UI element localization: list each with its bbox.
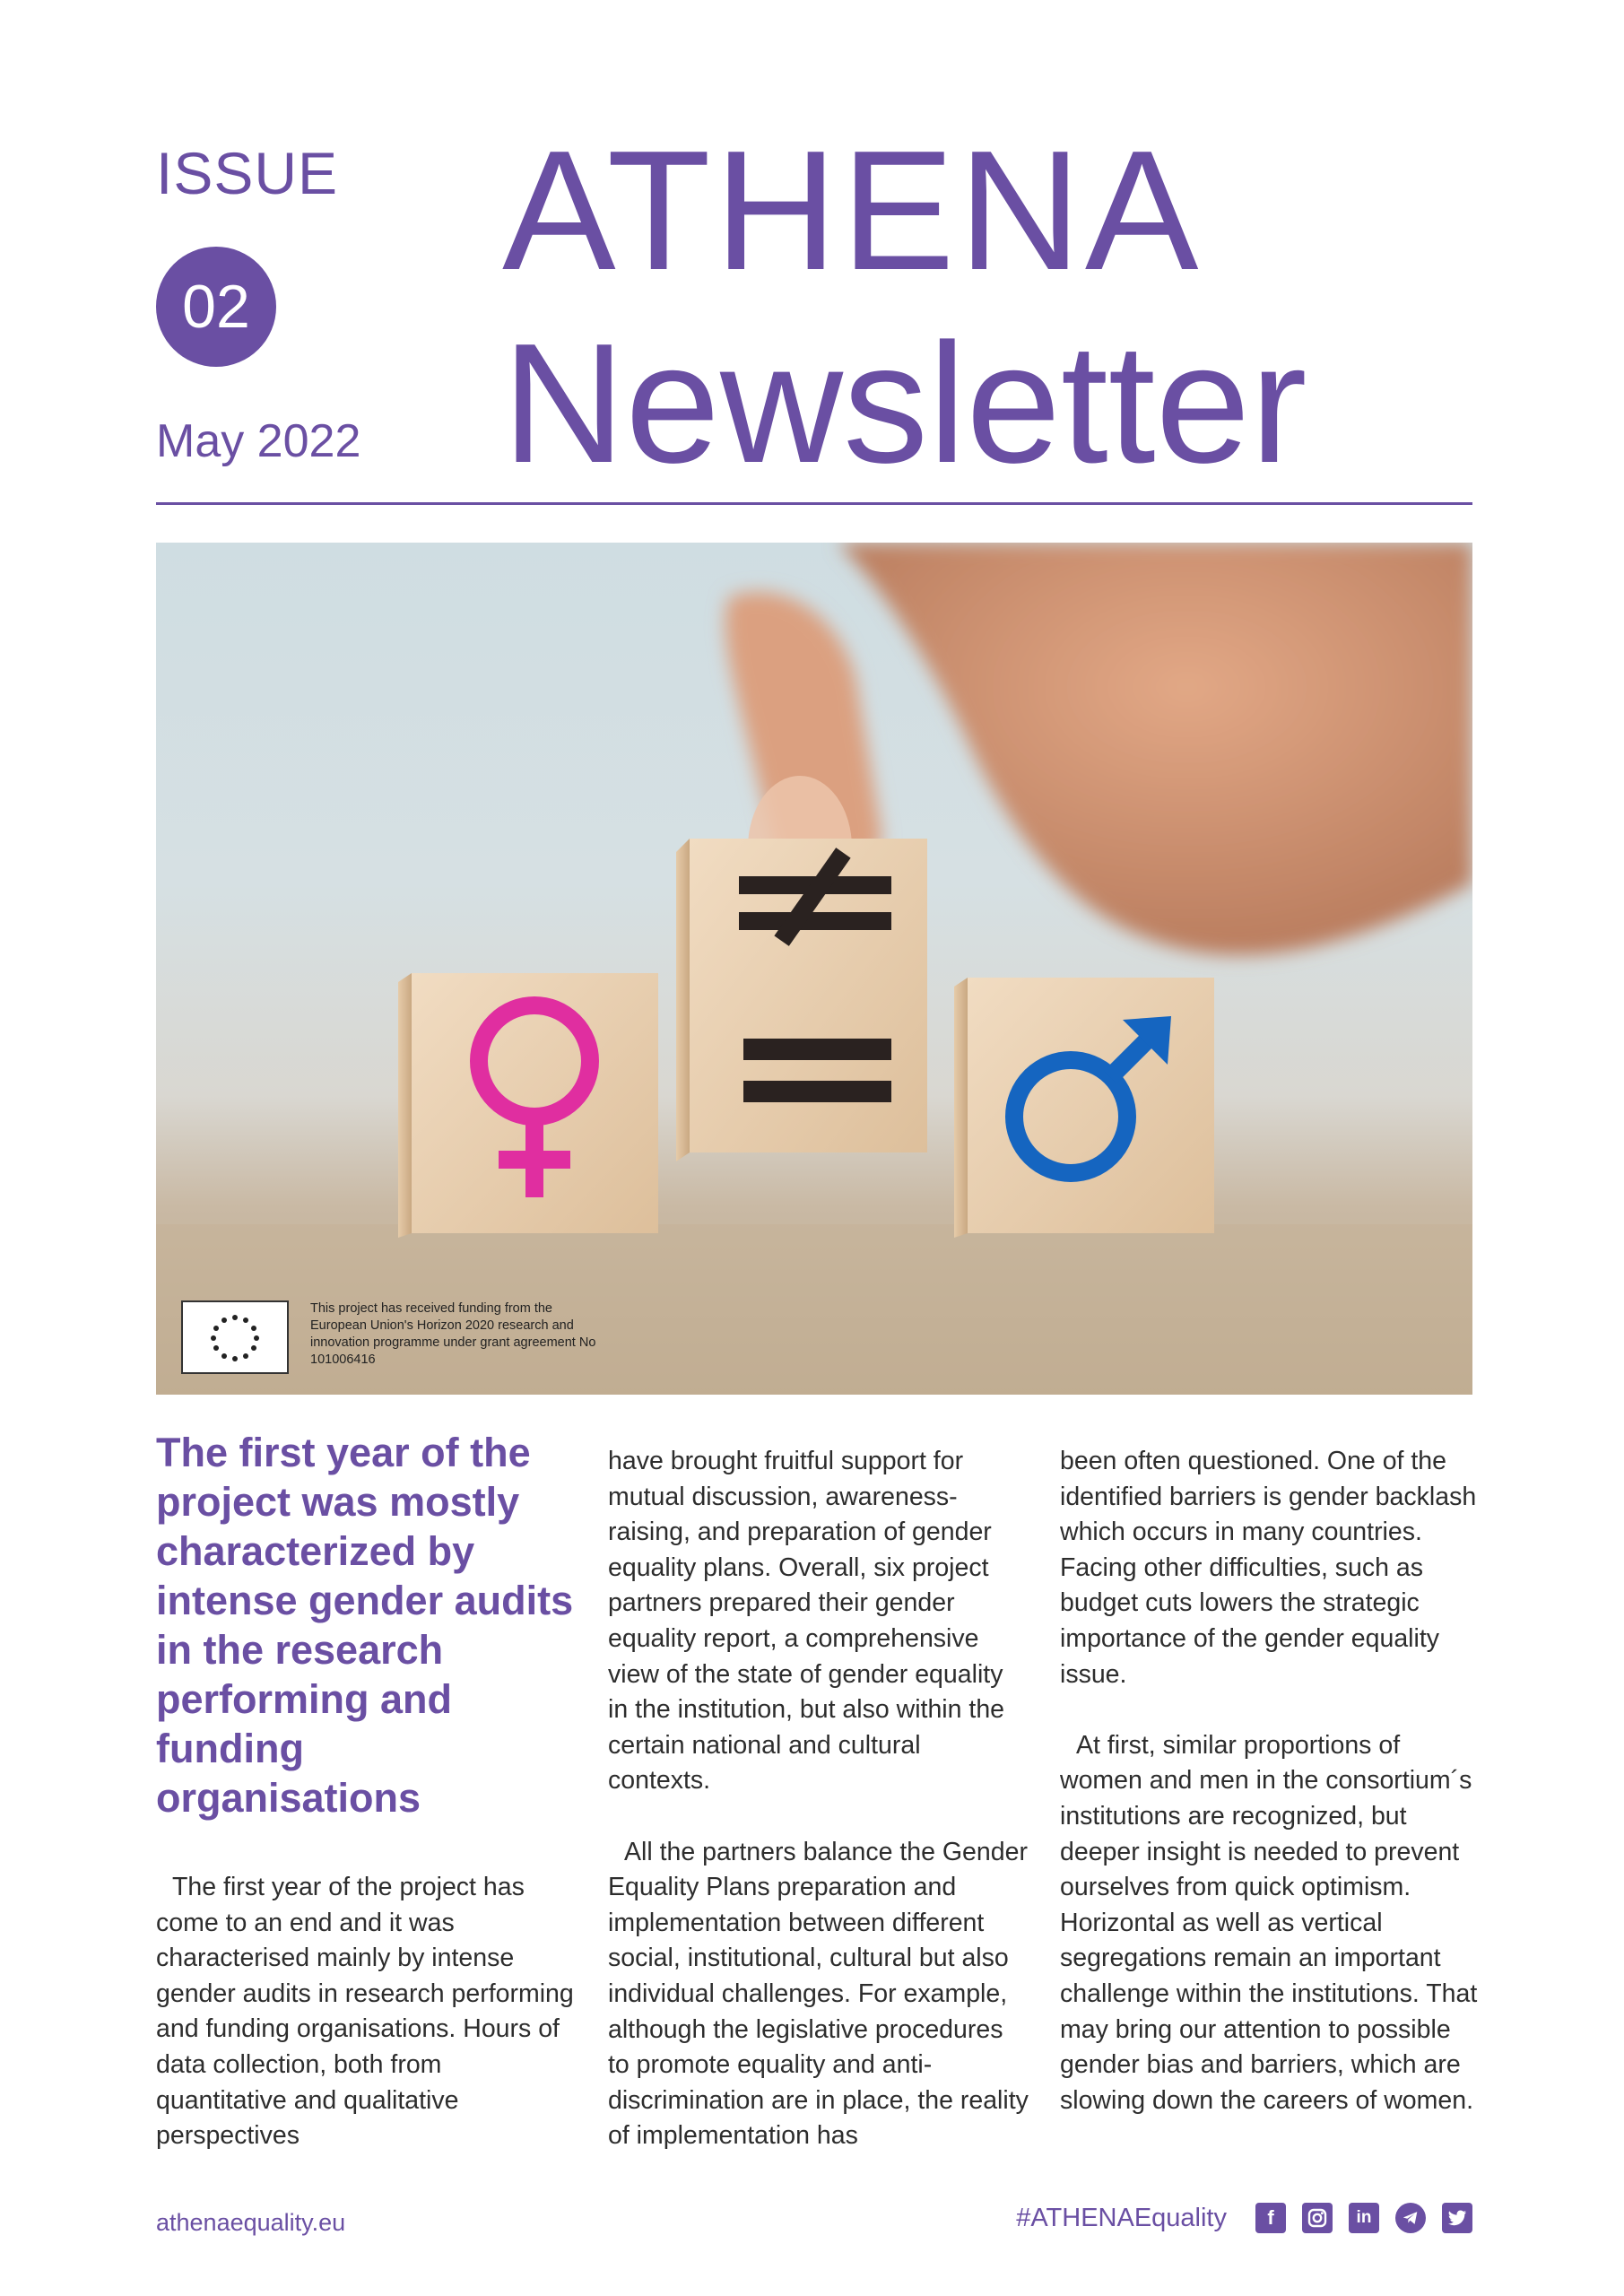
facebook-icon[interactable]: f — [1255, 2203, 1286, 2233]
female-block — [398, 973, 658, 1238]
male-block — [954, 978, 1214, 1238]
paragraph: The first year of the project has come to an end and it was characterised mainly by intense gender audits in research performing and funding organisations. Hours of data collection, both from quantitative and qualitative perspectives — [156, 1873, 574, 2151]
eu-flag-icon — [181, 1300, 289, 1374]
article-column-2 — [608, 1444, 1029, 2154]
gender-equality-blocks-illustration — [156, 543, 1472, 1395]
equality-block — [676, 839, 927, 1161]
issue-label: ISSUE — [156, 140, 339, 206]
hashtag: #ATHENAEquality — [1016, 2203, 1227, 2232]
linkedin-icon[interactable]: in — [1349, 2203, 1379, 2233]
telegram-icon[interactable] — [1395, 2203, 1426, 2233]
issue-number-badge: 02 — [156, 247, 276, 367]
newsletter-title-line2: Newsletter — [502, 309, 1307, 499]
paragraph: been often questioned. One of the identified barriers is gender backlash which occurs in many countries. Facing other difficulties, such as budget cuts lowers the strategic importance of the gender equality issue. — [1060, 1447, 1477, 1689]
masthead-divider — [156, 502, 1472, 505]
paragraph: have brought fruitful support for mutual discussion, awareness-raising, and preparation of gender equality plans. Overall, six project partners prepared their gender equality report, a comprehensive view of the state of gender equality in the institution, but also within the certain national and cultural contexts. — [608, 1447, 1005, 1796]
funding-notice-text: This project has received funding from the European Union's Horizon 2020 research and innovation programme under grant agreement No 101006416 — [310, 1301, 596, 1367]
paragraph: All the partners balance the Gender Equality Plans preparation and implementation between different social, institutional, cultural but also individual challenges. For example, although the legislative procedures to promote equality and anti-discrimination are in place, the reality of implementation has — [608, 1837, 1029, 2151]
article-column-3 — [1060, 1444, 1481, 2118]
issue-date: May 2022 — [156, 415, 361, 467]
equals-icon — [743, 1039, 891, 1060]
instagram-icon[interactable] — [1302, 2203, 1333, 2233]
article-column-1 — [156, 1870, 578, 2154]
newsletter-title-line1: ATHENA — [502, 116, 1203, 306]
website-link[interactable]: athenaequality.eu — [156, 2209, 346, 2236]
article-headline: The first year of the project was mostly characterized by intense gender audits in the research performing and funding organisations — [156, 1430, 574, 1821]
social-bar — [1016, 2203, 1472, 2233]
hero-image — [156, 543, 1472, 1395]
eu-funding-notice — [181, 1300, 606, 1374]
paragraph: At first, similar proportions of women and men in the consortium´s institutions are recognized, but deeper insight is needed to prevent ourselves from quick optimism. Horizontal as well as vertical segregations remain an important challenge within the institutions. That may bring our attention to possible gender bias and barriers, which are slowing down the careers of women. — [1060, 1730, 1478, 2115]
twitter-icon[interactable] — [1442, 2203, 1472, 2233]
